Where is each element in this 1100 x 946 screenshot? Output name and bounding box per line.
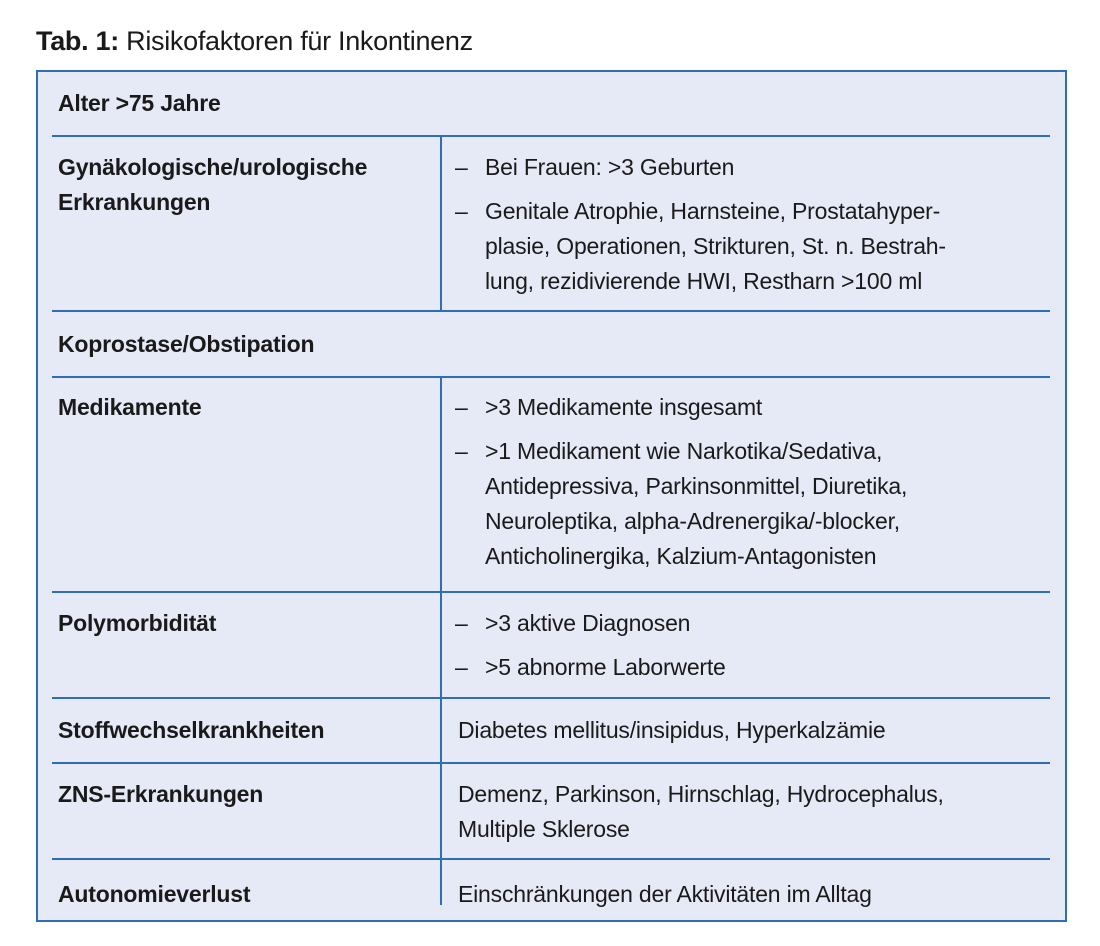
risk-factor-table xyxy=(36,70,1067,922)
column-divider xyxy=(440,378,442,591)
row-cell-stoffwechsel xyxy=(458,713,886,748)
dash-bullet: – xyxy=(455,654,468,680)
item-line: Anticholinergika, Kalzium-Antagonisten xyxy=(485,543,877,569)
row-divider xyxy=(52,762,1050,764)
list-item xyxy=(455,650,726,685)
row-divider xyxy=(52,858,1050,860)
list-item xyxy=(455,434,907,574)
cell-line: Einschränkungen der Aktivitäten im Alltag xyxy=(458,881,872,907)
row-label-stoffwechsel: Stoffwechselkrankheiten xyxy=(58,717,325,743)
cell-line: Multiple Sklerose xyxy=(458,816,630,842)
table-title: Risikofaktoren für Inkontinenz xyxy=(126,26,473,56)
row-cell-zns xyxy=(458,777,944,847)
list-item xyxy=(455,150,946,185)
row-cell-medikamente xyxy=(455,390,907,583)
row-label-medikamente: Medikamente xyxy=(58,394,202,420)
row-label-polymorbiditaet: Polymorbidität xyxy=(58,610,217,636)
label-line: Gynäkologische/urologische xyxy=(58,154,368,180)
column-divider xyxy=(440,764,442,858)
row-label-koprostase: Koprostase/Obstipation xyxy=(58,331,315,357)
row-cell-gyn-uro xyxy=(455,150,946,308)
item-line: >3 aktive Diagnosen xyxy=(485,610,691,636)
dash-bullet: – xyxy=(455,154,468,180)
row-divider xyxy=(52,591,1050,593)
dash-bullet: – xyxy=(455,198,468,224)
item-line: Antidepressiva, Parkinsonmittel, Diuretika, xyxy=(485,473,908,499)
row-divider xyxy=(52,310,1050,312)
list-item xyxy=(455,194,946,299)
column-divider xyxy=(440,593,442,697)
row-cell-polymorbiditaet xyxy=(455,606,726,694)
row-label-gyn-uro xyxy=(58,150,367,220)
item-line: >3 Medikamente insgesamt xyxy=(485,394,763,420)
cell-line: Demenz, Parkinson, Hirnschlag, Hydrocephalus, xyxy=(458,781,944,807)
row-divider xyxy=(52,697,1050,699)
item-line: Neuroleptika, alpha-Adrenergika/-blocker, xyxy=(485,508,900,534)
item-line: lung, rezidivierende HWI, Restharn >100 ml xyxy=(485,268,923,294)
row-cell-autonomie xyxy=(458,877,872,912)
item-line: >5 abnorme Laborwerte xyxy=(485,654,726,680)
item-line: Genitale Atrophie, Harnsteine, Prostatahyper- xyxy=(485,198,941,224)
row-divider xyxy=(52,135,1050,137)
row-divider xyxy=(52,376,1050,378)
row-label-autonomie: Autonomieverlust xyxy=(58,881,251,907)
list-item xyxy=(455,606,726,641)
cell-line: Diabetes mellitus/insipidus, Hyperkalzämie xyxy=(458,717,886,743)
column-divider xyxy=(440,137,442,310)
list-item xyxy=(455,390,907,425)
row-label-zns: ZNS-Erkrankungen xyxy=(58,781,264,807)
dash-bullet: – xyxy=(455,394,468,420)
column-divider xyxy=(440,860,442,905)
item-line: plasie, Operationen, Strikturen, St. n. Bestrah- xyxy=(485,233,946,259)
item-line: Bei Frauen: >3 Geburten xyxy=(485,154,735,180)
table-number: Tab. 1: xyxy=(36,26,119,56)
item-line: >1 Medikament wie Narkotika/Sedativa, xyxy=(485,438,883,464)
dash-bullet: – xyxy=(455,610,468,636)
table-caption xyxy=(36,26,473,57)
label-line: Erkrankungen xyxy=(58,189,211,215)
dash-bullet: – xyxy=(455,438,468,464)
row-label-age: Alter >75 Jahre xyxy=(58,90,221,116)
column-divider xyxy=(440,699,442,762)
